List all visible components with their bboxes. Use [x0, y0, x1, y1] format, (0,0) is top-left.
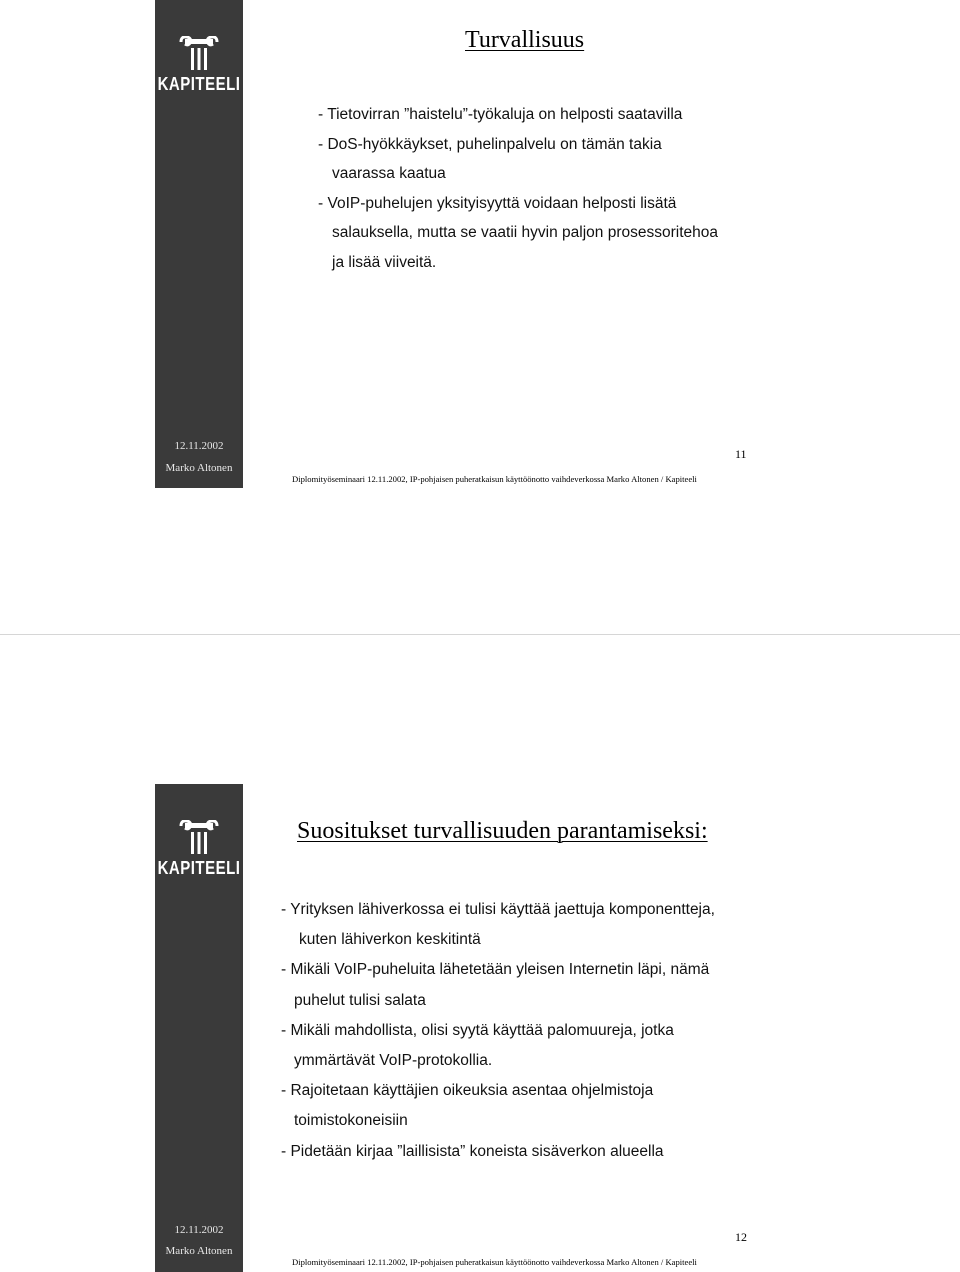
column-capital-icon	[179, 36, 219, 70]
list-item: - Mikäli VoIP-puheluita lähetetään yleisen Internetin läpi, nämä	[281, 961, 710, 979]
bullet-list	[318, 100, 718, 277]
slide-title: Turvallisuus	[465, 27, 585, 53]
list-item: - DoS-hyökkäykset, puhelinpalvelu on tämän takia	[318, 135, 662, 153]
slide-author: Marko Altonen	[165, 462, 233, 474]
page-number: 11	[735, 447, 747, 461]
page-divider	[0, 634, 960, 635]
list-item: - Pidetään kirjaa ”laillisista” koneista sisäverkon alueella	[281, 1142, 664, 1160]
slide-title: Suositukset turvallisuuden parantamiseksi:	[297, 818, 708, 844]
slide-date: 12.11.2002	[174, 440, 224, 452]
list-item: - VoIP-puhelujen yksityisyyttä voidaan helposti lisätä	[318, 194, 677, 212]
page-number: 12	[735, 1230, 747, 1244]
list-item: ja lisää viiveitä.	[332, 253, 437, 271]
kapiteeli-logo	[155, 36, 243, 96]
list-item: - Mikäli mahdollista, olisi syytä käyttää palomuureja, jotka	[281, 1021, 674, 1039]
list-item: vaarassa kaatua	[332, 165, 446, 182]
list-item: - Yrityksen lähiverkossa ei tulisi käyttää jaettuja komponentteja,	[281, 901, 715, 918]
list-item: - Rajoitetaan käyttäjien oikeuksia asentaa ohjelmistoja	[281, 1082, 654, 1100]
list-item: kuten lähiverkon keskitintä	[299, 931, 481, 949]
slide-sidebar	[155, 0, 243, 488]
slide-date: 12.11.2002	[174, 1224, 224, 1236]
logo-wordmark: KAPITEELI	[157, 73, 241, 96]
slide-11	[0, 0, 960, 490]
slide-footer: Diplomityöseminaari 12.11.2002, IP-pohjaisen puheratkaisun käyttöönotto vaihdeverkossa Marko Altonen / Kapiteeli	[292, 474, 697, 484]
kapiteeli-logo	[155, 820, 243, 880]
bullet-list	[281, 895, 715, 1167]
logo-wordmark: KAPITEELI	[157, 857, 241, 880]
slide-sidebar	[155, 784, 243, 1272]
list-item: toimistokoneisiin	[294, 1112, 408, 1130]
list-item: salauksella, mutta se vaatii hyvin paljon prosessoritehoa	[332, 224, 718, 241]
slide-footer: Diplomityöseminaari 12.11.2002, IP-pohjaisen puheratkaisun käyttöönotto vaihdeverkossa Marko Altonen / Kapiteeli	[292, 1257, 697, 1267]
column-capital-icon	[179, 820, 219, 854]
slide-12	[0, 784, 960, 1272]
list-item: - Tietovirran ”haistelu”-työkaluja on helposti saatavilla	[318, 106, 683, 123]
list-item: puhelut tulisi salata	[294, 991, 426, 1009]
list-item: ymmärtävät VoIP-protokollia.	[294, 1052, 493, 1070]
slide-author: Marko Altonen	[165, 1245, 233, 1257]
